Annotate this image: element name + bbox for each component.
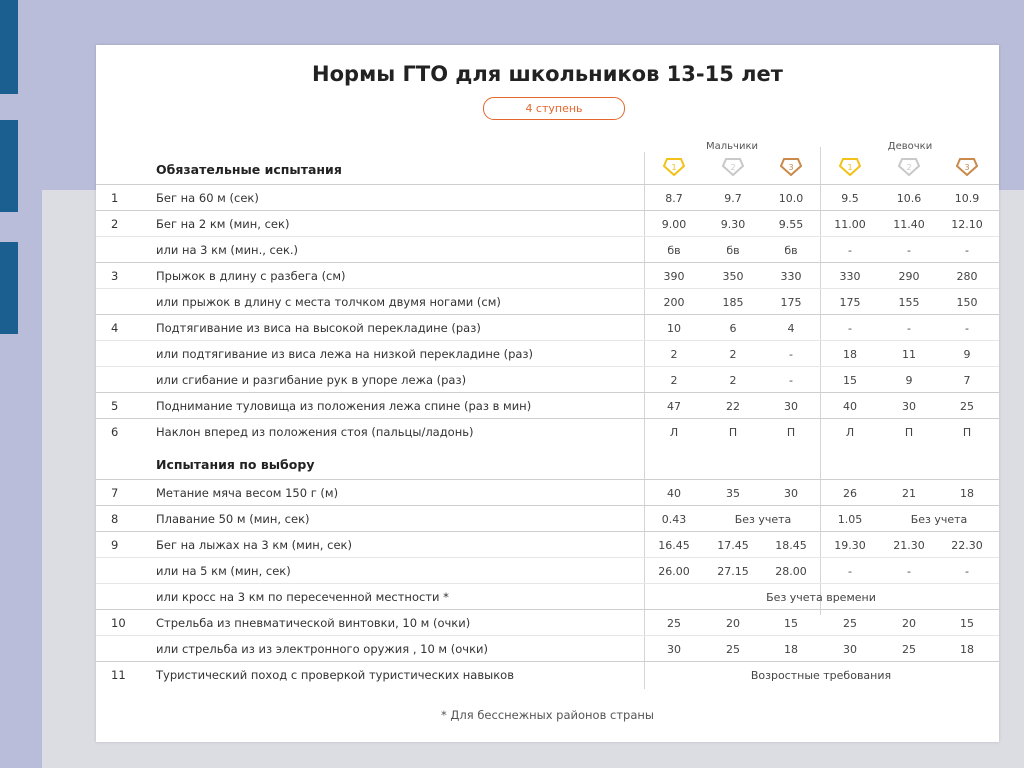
- row-value: 6: [729, 322, 737, 335]
- medal-rank-label: 2: [906, 163, 912, 172]
- row-value: -: [789, 374, 793, 387]
- row-value: Л: [669, 426, 679, 439]
- row-value: 40: [667, 487, 681, 500]
- table-row: [96, 262, 999, 289]
- row-number: 5: [111, 399, 119, 413]
- footnote: * Для бесснежных районов страны: [441, 708, 654, 722]
- row-value: 25: [960, 400, 974, 413]
- page-title: Нормы ГТО для школьников 13-15 лет: [312, 62, 783, 86]
- row-value: 30: [902, 400, 916, 413]
- table-row: [96, 479, 999, 506]
- row-label: или сгибание и разгибание рук в упоре лежа (раз): [156, 373, 467, 387]
- table-row: [96, 392, 999, 419]
- section-title-required: Обязательные испытания: [156, 162, 342, 177]
- row-value: -: [907, 322, 911, 335]
- row-value: 15: [843, 374, 857, 387]
- row-number: 11: [111, 668, 126, 682]
- row-label: Стрельба из пневматической винтовки, 10 м (очки): [156, 616, 471, 630]
- table-row: [96, 557, 999, 584]
- row-value: 350: [722, 270, 744, 283]
- row-label: Метание мяча весом 150 г (м): [156, 486, 339, 500]
- row-value: -: [848, 322, 852, 335]
- row-value: 9.5: [841, 192, 859, 205]
- row-value: 21: [902, 487, 916, 500]
- row-value: Л: [845, 426, 855, 439]
- row-value: П: [904, 426, 914, 439]
- medal-icon-boys-3: [780, 158, 802, 176]
- row-value: 30: [784, 487, 798, 500]
- row-value: 15: [784, 617, 798, 630]
- row-number: 6: [111, 425, 119, 439]
- row-value: Без учета: [734, 513, 792, 526]
- row-value: 26: [843, 487, 857, 500]
- row-value: 9.30: [720, 218, 746, 231]
- row-label: или на 5 км (мин, сек): [156, 564, 291, 578]
- norms-card: [96, 45, 999, 742]
- group-header-girls: Девочки: [822, 141, 998, 152]
- row-value: -: [907, 244, 911, 257]
- row-value: 11.40: [893, 218, 925, 231]
- row-value: 9.55: [778, 218, 804, 231]
- row-value: Без учета: [910, 513, 968, 526]
- row-value: 9.7: [724, 192, 742, 205]
- row-value: 155: [898, 296, 920, 309]
- row-label: или на 3 км (мин., сек.): [156, 243, 299, 257]
- row-label: Поднимание туловища из положения лежа спине (раз в мин): [156, 399, 532, 413]
- row-value: 8.7: [665, 192, 683, 205]
- table-row: [96, 288, 999, 315]
- row-value: 9: [905, 374, 913, 387]
- medal-rank-label: 3: [964, 163, 970, 172]
- row-number: 9: [111, 538, 119, 552]
- row-value: -: [965, 322, 969, 335]
- row-value: П: [786, 426, 796, 439]
- row-label: или прыжок в длину с места толчком двумя ногами (см): [156, 295, 501, 309]
- row-value: 2: [729, 348, 737, 361]
- row-value: П: [962, 426, 972, 439]
- row-value: 25: [843, 617, 857, 630]
- medal-icon-girls-1: [839, 158, 861, 176]
- row-value: 47: [667, 400, 681, 413]
- row-value: П: [728, 426, 738, 439]
- row-value: 22.30: [951, 539, 983, 552]
- row-label: или стрельба из из электронного оружия , 10 м (очки): [156, 642, 488, 656]
- row-value: 9.00: [661, 218, 687, 231]
- row-value: 390: [663, 270, 685, 283]
- row-value: 330: [839, 270, 861, 283]
- table-row: [96, 418, 999, 445]
- row-value: 18: [843, 348, 857, 361]
- row-value: 35: [726, 487, 740, 500]
- row-label: Туристический поход с проверкой туристических навыков: [156, 668, 514, 682]
- medal-rank-label: 1: [671, 163, 677, 172]
- row-value: 30: [843, 643, 857, 656]
- row-value: 25: [902, 643, 916, 656]
- row-value: 2: [670, 348, 678, 361]
- row-number: 3: [111, 269, 119, 283]
- row-value: 2: [729, 374, 737, 387]
- row-value: -: [907, 565, 911, 578]
- row-number: 1: [111, 191, 119, 205]
- level-badge: 4 ступень: [483, 97, 625, 120]
- row-label: Прыжок в длину с разбега (см): [156, 269, 346, 283]
- table-row: [96, 505, 999, 532]
- row-value: 26.00: [658, 565, 690, 578]
- row-value: 30: [667, 643, 681, 656]
- medal-rank-label: 1: [847, 163, 853, 172]
- row-value: 18: [960, 643, 974, 656]
- row-value: 185: [722, 296, 744, 309]
- row-label: Бег на 2 км (мин, сек): [156, 217, 290, 231]
- row-number: 8: [111, 512, 119, 526]
- row-label: Подтягивание из виса на высокой перекладине (раз): [156, 321, 481, 335]
- table-row: [96, 210, 999, 237]
- row-value: 7: [963, 374, 971, 387]
- row-value: 15: [960, 617, 974, 630]
- sidebar-accent-bar: [0, 0, 18, 94]
- medal-rank-label: 3: [788, 163, 794, 172]
- row-label: или кросс на 3 км по пересеченной местности *: [156, 590, 449, 604]
- table-row: [96, 635, 999, 662]
- row-value: 30: [784, 400, 798, 413]
- table-row: [96, 661, 999, 688]
- row-value: 2: [670, 374, 678, 387]
- row-value: 175: [780, 296, 802, 309]
- row-value: 150: [956, 296, 978, 309]
- row-value: 21.30: [893, 539, 925, 552]
- medal-icon-boys-1: [663, 158, 685, 176]
- row-value: 11: [902, 348, 916, 361]
- row-value: бв: [667, 244, 681, 257]
- row-value: 200: [663, 296, 685, 309]
- row-number: 4: [111, 321, 119, 335]
- row-value: -: [789, 348, 793, 361]
- row-label: Бег на лыжах на 3 км (мин, сек): [156, 538, 352, 552]
- sidebar-accent-bar: [0, 120, 18, 212]
- group-header-boys: Мальчики: [644, 141, 820, 152]
- row-value: -: [848, 244, 852, 257]
- row-value: 40: [843, 400, 857, 413]
- row-value: 18: [784, 643, 798, 656]
- row-value: 4: [787, 322, 795, 335]
- row-number: 10: [111, 616, 126, 630]
- row-label: Плавание 50 м (мин, сек): [156, 512, 310, 526]
- table-row: [96, 366, 999, 393]
- row-value: 1.05: [837, 513, 863, 526]
- row-value: 16.45: [658, 539, 690, 552]
- table-row: [96, 531, 999, 558]
- row-value: 10.6: [896, 192, 922, 205]
- row-value: 9: [963, 348, 971, 361]
- row-value: Возростные требования: [750, 669, 892, 682]
- table-row: [96, 583, 999, 610]
- row-value: 280: [956, 270, 978, 283]
- medal-icon-boys-2: [722, 158, 744, 176]
- sidebar-accent-bar: [0, 242, 18, 334]
- row-value: 20: [902, 617, 916, 630]
- row-value: -: [965, 244, 969, 257]
- medal-rank-label: 2: [730, 163, 736, 172]
- row-value: 175: [839, 296, 861, 309]
- row-label: Бег на 60 м (сек): [156, 191, 259, 205]
- row-value: 25: [667, 617, 681, 630]
- row-value: 17.45: [717, 539, 749, 552]
- row-number: 2: [111, 217, 119, 231]
- row-value: 11.00: [834, 218, 866, 231]
- table-row: [96, 236, 999, 263]
- row-value: 18: [960, 487, 974, 500]
- row-value: 12.10: [951, 218, 983, 231]
- row-label: Наклон вперед из положения стоя (пальцы/ладонь): [156, 425, 474, 439]
- medal-icon-girls-3: [956, 158, 978, 176]
- row-value: бв: [784, 244, 798, 257]
- row-value: -: [848, 565, 852, 578]
- table-row: [96, 314, 999, 341]
- medal-icon-girls-2: [898, 158, 920, 176]
- table-row: [96, 609, 999, 636]
- table-row: [96, 184, 999, 211]
- section-title-optional: Испытания по выбору: [156, 457, 315, 472]
- row-value: 10.0: [778, 192, 804, 205]
- row-value: 10.9: [954, 192, 980, 205]
- row-value: 20: [726, 617, 740, 630]
- row-value: 22: [726, 400, 740, 413]
- row-value: 330: [780, 270, 802, 283]
- row-value: 290: [898, 270, 920, 283]
- row-value: 27.15: [717, 565, 749, 578]
- row-value: -: [965, 565, 969, 578]
- row-value: 28.00: [775, 565, 807, 578]
- table-row: [96, 340, 999, 367]
- row-value: 19.30: [834, 539, 866, 552]
- row-value: Без учета времени: [766, 591, 876, 604]
- row-value: 0.43: [661, 513, 687, 526]
- row-label: или подтягивание из виса лежа на низкой перекладине (раз): [156, 347, 534, 361]
- row-number: 7: [111, 486, 119, 500]
- row-value: бв: [726, 244, 740, 257]
- row-value: 25: [726, 643, 740, 656]
- row-value: 10: [667, 322, 681, 335]
- row-value: 18.45: [775, 539, 807, 552]
